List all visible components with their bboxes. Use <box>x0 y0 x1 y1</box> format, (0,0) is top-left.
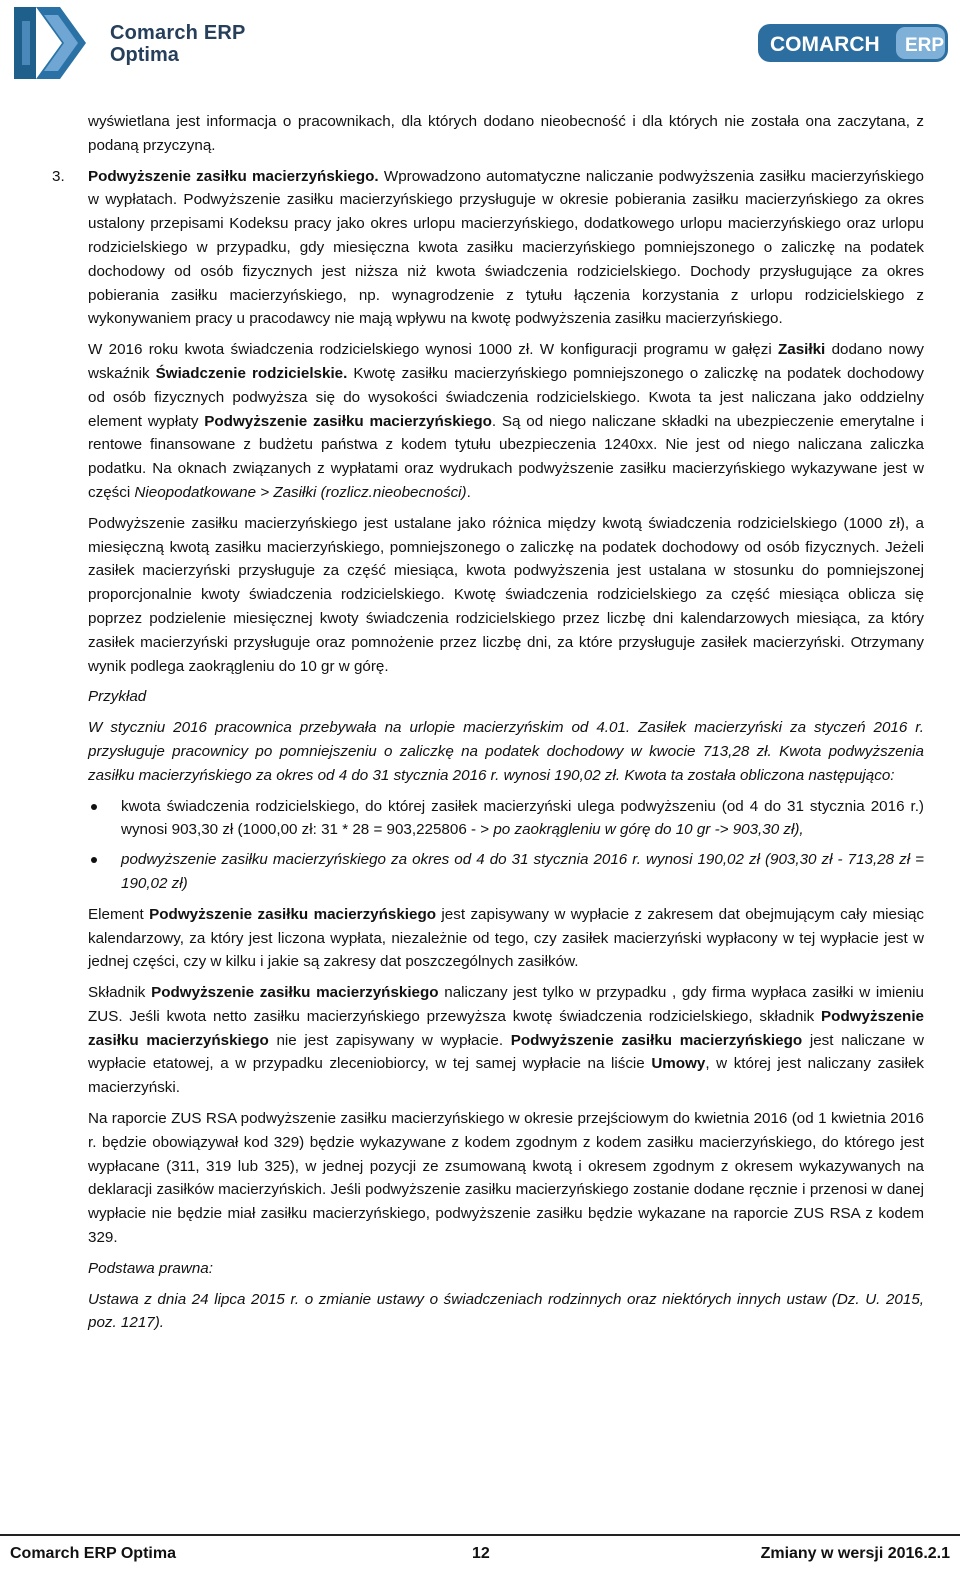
text-span: W 2016 roku kwota świadczenia rodzicielskiego wynosi 1000 zł. W konfiguracji programu w gałęzi <box>88 341 778 359</box>
right-logo-tag: ERP <box>905 35 945 56</box>
legal-basis-text: Ustawa z dnia 24 lipca 2015 r. o zmianie ustawy o świadczeniach rodzinnych oraz niektórych innych ustaw (Dz. U. 2015, poz. 1217). <box>88 1290 924 1332</box>
bullet-icon <box>91 804 97 810</box>
item-text: Wprowadzono automatyczne naliczanie podwyższenia zasiłku macierzyńskiego w wypłatach. Podwyższenie zasiłku macierzyńskiego przysługuje w okresie pobierania zasiłku macierzyńskiego za okres ustalony przepisami Kodeksu pracy jako okres urlopu macierzyńskiego, dodatkowego urlopu macierzyńskiego oraz urlopu rodzicielskiego w przypadku, gdy miesięczna kwota zasiłku macierzyńskiego pomniejszonego o zaliczkę na podatek dochodowy od osób fizycznych jest niższa niż kwota świadczenia rodzicielskiego. Dochody przysługujące za okres pobierania zasiłku macierzyńskiego, np. wynagrodzenie z tytułu łączenia korzystania z urlopu rodzicielskiego z wykonywaniem pracy u pracodawcy nie mają wpływu na kwotę podwyższenia zasiłku macierzyńskiego. <box>88 167 924 328</box>
legal-basis-label: Podstawa prawna: <box>88 1259 213 1277</box>
text-span: Kwotę zasiłku macierzyńskiego pomniejszonego o zaliczkę na podatek dochodowy od osób fizycznych podwyższa się do wysokości świadczenia rodzicielskiego. Kwota ta jest naliczana jako oddzielny element wypłaty <box>88 364 924 430</box>
paragraph-intro: wyświetlana jest informacja o pracownikach, dla których dodano nieobecność i dla których nie została ona zaczytana, z podaną przyczyną. <box>88 113 924 154</box>
page-header <box>0 0 960 90</box>
bold-span: Podwyższenie zasiłku macierzyńskiego <box>149 905 436 923</box>
bold-span: Podwyższenie zasiłku macierzyńskiego <box>151 984 439 1002</box>
text-span: Element <box>88 905 150 923</box>
footer-divider <box>0 1534 960 1536</box>
footer-version: Zmiany w wersji 2016.2.1 <box>760 1545 950 1562</box>
example-bullets <box>88 795 924 896</box>
document-body <box>52 110 925 1342</box>
example-label: Przykład <box>88 688 147 706</box>
bold-span: Podwyższenie zasiłku macierzyńskiego <box>510 1031 803 1049</box>
text-span: jest naliczane w wypłacie etatowej, a w przypadku zleceniobiorcy, w tej samej wypłacie na liście <box>88 1031 924 1073</box>
bold-span: Świadczenie rodzicielskie. <box>155 364 348 382</box>
text-span: nie jest zapisywany w wypłacie. <box>268 1031 511 1049</box>
example-text: W styczniu 2016 pracownica przebywała na urlopie macierzyńskim od 4.01. Zasiłek macierzyński za styczeń 2016 r. przysługuje pracownicy po pomniejszeniu o zaliczkę na podatek dochodowy w kwocie 713,28 zł. Kwota podwyższenia zasiłku macierzyńskiego za okres od 4 do 31 stycznia 2016 r. wynosi 190,02 zł. Kwota ta została obliczona następująco: <box>88 719 924 784</box>
brand-line-1: Comarch ERP <box>110 22 246 44</box>
text-span: naliczany jest tylko w przypadku , gdy firma wypłaca zasiłki w imieniu ZUS. Jeśli kwota netto zasiłku macierzyńskiego przewyższa kwotę świadczenia rodzicielskiego, składnik <box>88 984 924 1025</box>
paragraph-zus-rsa: Na raporcie ZUS RSA podwyższenie zasiłku macierzyńskiego w okresie przejściowym do kwietnia 2016 (od 1 kwietnia 2016 r. będzie obowiązywał kod 329) będzie wykazywane z kodem zgodnym z kodem zasiłku macierzyńskiego, do którego jest wypłacane (311, 319 lub 325), w jednej pozycji ze zsumowaną kwotą i okresem zgodnym z okresem wykazywanych na deklaracji zasiłków macierzyńskich. Jeśli podwyższenie zasiłku macierzyńskiego zostanie dodane ręcznie i przenosi w danej wypłacie nie będzie miał zasiłku macierzyńskiego, podwyższenie zasiłku będzie wykazane na raporcie ZUS RSA z kodem 329. <box>88 1110 924 1247</box>
list-item <box>88 848 924 896</box>
text-span: dodano nowy wskaźnik <box>88 341 925 382</box>
text-span: kwota świadczenia rodzicielskiego, do której zasiłek macierzyński ulega podwyższeniu (od 4 do 31 stycznia 2016 r.) wynosi 903,30 zł (1000,00 zł: 31 * 28 = 903,225806 - > <box>121 797 924 839</box>
bold-span: Podwyższenie zasiłku macierzyńskiego <box>88 1007 924 1049</box>
list-item <box>88 795 924 843</box>
paragraph-component <box>88 981 924 1100</box>
brand-name <box>110 22 246 66</box>
numbered-item-3 <box>52 165 924 332</box>
bold-span: Umowy <box>651 1055 706 1073</box>
right-logo-main: COMARCH <box>770 33 880 56</box>
bold-span: Podwyższenie zasiłku macierzyńskiego <box>204 412 492 430</box>
text-span: . <box>466 483 471 501</box>
bold-span: Zasiłki <box>778 341 826 359</box>
footer-product: Comarch ERP Optima <box>10 1545 176 1562</box>
item-number: 3. <box>52 167 65 185</box>
paragraph-calculation: Podwyższenie zasiłku macierzyńskiego jest ustalane jako różnica między kwotą świadczenia rodzicielskiego (1000 zł), a miesięczną kwotą zasiłku macierzyńskiego, pomniejszonego o zaliczkę na podatek dochodowy od osób fizycznych. Jeżeli zasiłek macierzyński przysługuje za część miesiąca, kwota podwyższenia jest ustalana w stosunku do pomniejszonej proporcjonalnie kwoty świadczenia rodzicielskiego. Kwotę świadczenia rodzicielskiego za część miesiąca oblicza się poprzez podzielenie miesięcznej kwoty świadczenia rodzicielskiego przez liczbę dni kalendarzowych miesiąca, za który zasiłek macierzyński przysługuje oraz pomnożenie przez liczbę dni, za które przysługuje zasiłek macierzyński. Otrzymany wynik podlega zaokrągleniu do 10 gr w górę. <box>88 514 924 675</box>
text-span: jest zapisywany w wypłacie z zakresem dat obejmującym cały miesiąc kalendarzowy, za który jest liczona wypłata, niezależnie od tego, czy zasiłek macierzyński wypłacony w tej wypłacie jest w jednej części, czy w kilku i jakie są zakresy dat poszczególnych zasiłków. <box>88 905 924 971</box>
text-span: Składnik <box>88 984 152 1002</box>
page-number: 12 <box>472 1545 490 1562</box>
bullet-icon <box>91 857 97 863</box>
italic-span: podwyższenie zasiłku macierzyńskiego za okres od 4 do 31 stycznia 2016 r. wynosi 190,02 zł (903,30 zł - 713,28 zł = 190,02 zł) <box>121 851 924 892</box>
brand-line-2: Optima <box>110 44 179 66</box>
item-heading: Podwyższenie zasiłku macierzyńskiego. <box>88 167 379 185</box>
comarch-logo-icon <box>758 24 948 62</box>
text-span: . Są od niego naliczane składki na ubezpieczenie emerytalne i rentowe finansowane z budżetu państwa z kodem tytułu ubezpieczenia 1240xx. Nie jest od niego naliczana zaliczka podatku. Na oknach związanych z wypłatami oraz wydrukach podwyższenie zasiłku macierzyńskiego wykazywane jest w części <box>88 412 924 501</box>
paragraph-config <box>88 338 924 505</box>
italic-span: po zaokrągleniu w górę do 10 gr -> 903,30 zł), <box>493 821 804 839</box>
page-footer <box>10 1545 950 1571</box>
text-span: , w której jest naliczany zasiłek macierzyński. <box>88 1055 924 1097</box>
comarch-erp-optima-logo-icon <box>14 7 88 79</box>
paragraph-element <box>88 903 924 974</box>
italic-span: Nieopodatkowane > Zasiłki (rozlicz.nieobecności) <box>134 483 467 501</box>
